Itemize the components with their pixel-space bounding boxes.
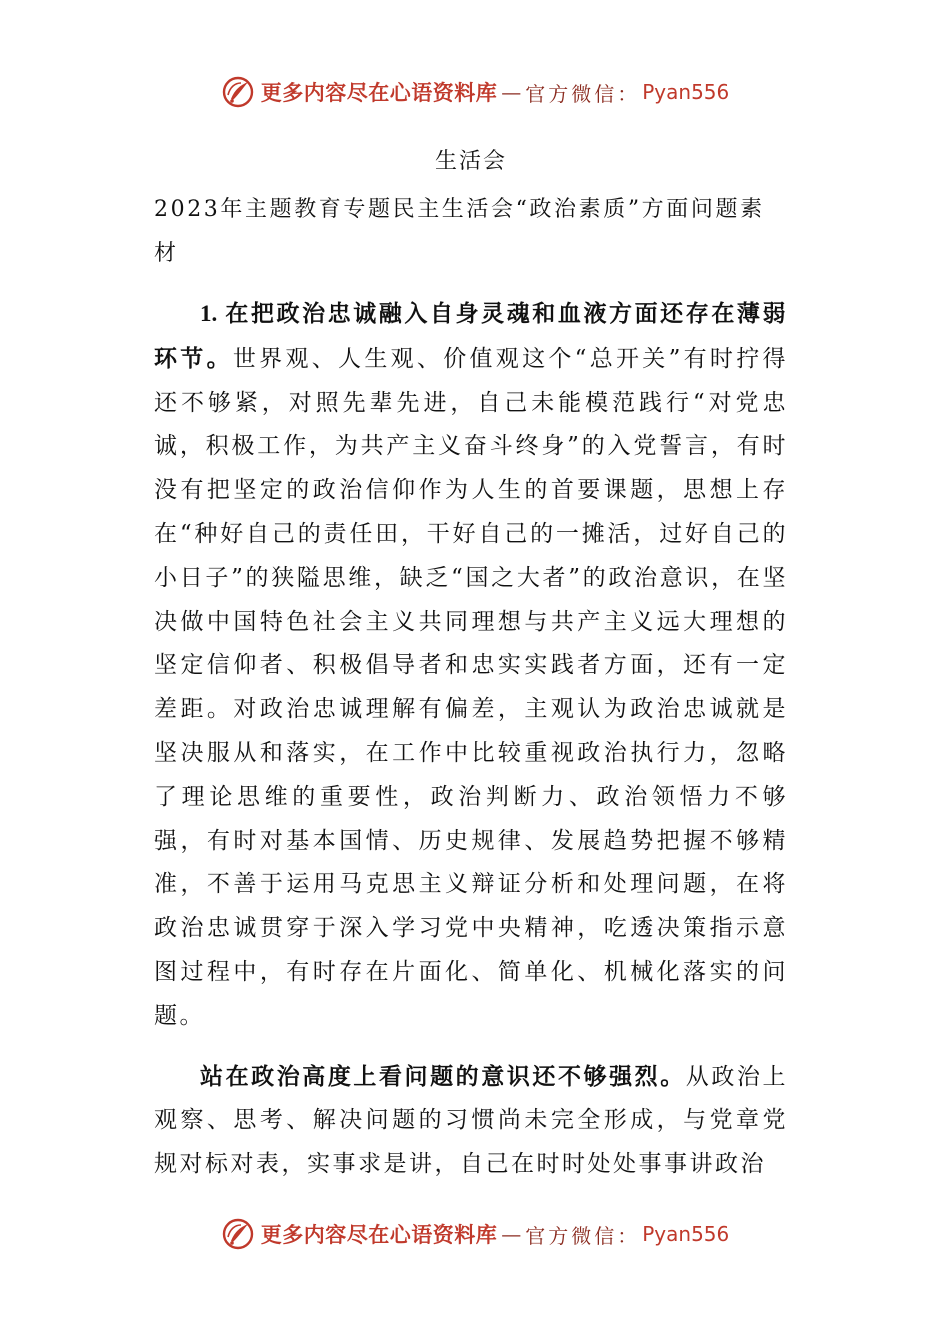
document-header: 生活会 [434, 149, 507, 174]
section-paragraph-2 [154, 1055, 788, 1187]
watermark-banner-bottom [0, 1212, 950, 1256]
watermark-brand: 更多内容尽在心语资料库 [260, 1222, 498, 1247]
document-body [154, 140, 788, 1187]
watermark-wechat-id: Pyan556 [642, 1222, 730, 1246]
watermark-dash: — [501, 80, 522, 104]
document-title: 2023年主题教育专题民主生活会“政治素质”方面问题素材 [154, 197, 765, 266]
watermark-official-label: 官方微信： [525, 1223, 641, 1248]
section-lead-text-1: 在把政治忠诚融入自身灵魂和血液方面还存在薄弱环节。 [154, 300, 788, 372]
section-number-1: 1. [200, 301, 218, 326]
quill-swirl-logo-icon [221, 1217, 255, 1251]
section-body-1: 世界观、人生观、价值观这个“总开关”有时拧得还不够紧，对照先辈先进，自己未能模范践行“对党忠诚，积极工作，为共产主义奋斗终身”的入党誓言，有时没有把坚定的政治信仰作为人生的首要课题，思想上存在“种好自己的责任田，干好自己的一摊活，过好自己的小日子”的狭隘思维，缺乏“国之大者”的政治意识，在坚决做中国特色社会主义共同理想与共产主义远大理想的坚定信仰者、积极倡导者和忠实实践者方面，还有一定差距。对政治忠诚理解有偏差，主观认为政治忠诚就是坚决服从和落实，在工作中比较重视政治执行力，忽略了理论思维的重要性，政治判断力、政治领悟力不够强，有时对基本国情、历史规律、发展趋势把握不够精准，不善于运用马克思主义辩证分析和处理问题，在将政治忠诚贯穿于深入学习党中央精神，吃透决策指示意图过程中，有时存在片面化、简单化、机械化落实的问题。 [154, 345, 788, 1029]
watermark-brand: 更多内容尽在心语资料库 [260, 80, 498, 105]
watermark-dash: — [501, 1222, 522, 1246]
quill-swirl-logo-icon [221, 75, 255, 109]
section-lead-2: 站在政治高度上看问题的意识还不够强烈。 [200, 1062, 686, 1090]
watermark-wechat-id: Pyan556 [642, 80, 730, 104]
watermark-official-label: 官方微信： [525, 81, 641, 106]
watermark-banner-top [0, 70, 950, 114]
section-paragraph-1 [154, 292, 788, 1039]
section-body-2: 从政治上观察、思考、解决问题的习惯尚未完全形成，与党章党规对标对表，实事求是讲，自己在时时处处事事讲政治 [154, 1063, 789, 1178]
